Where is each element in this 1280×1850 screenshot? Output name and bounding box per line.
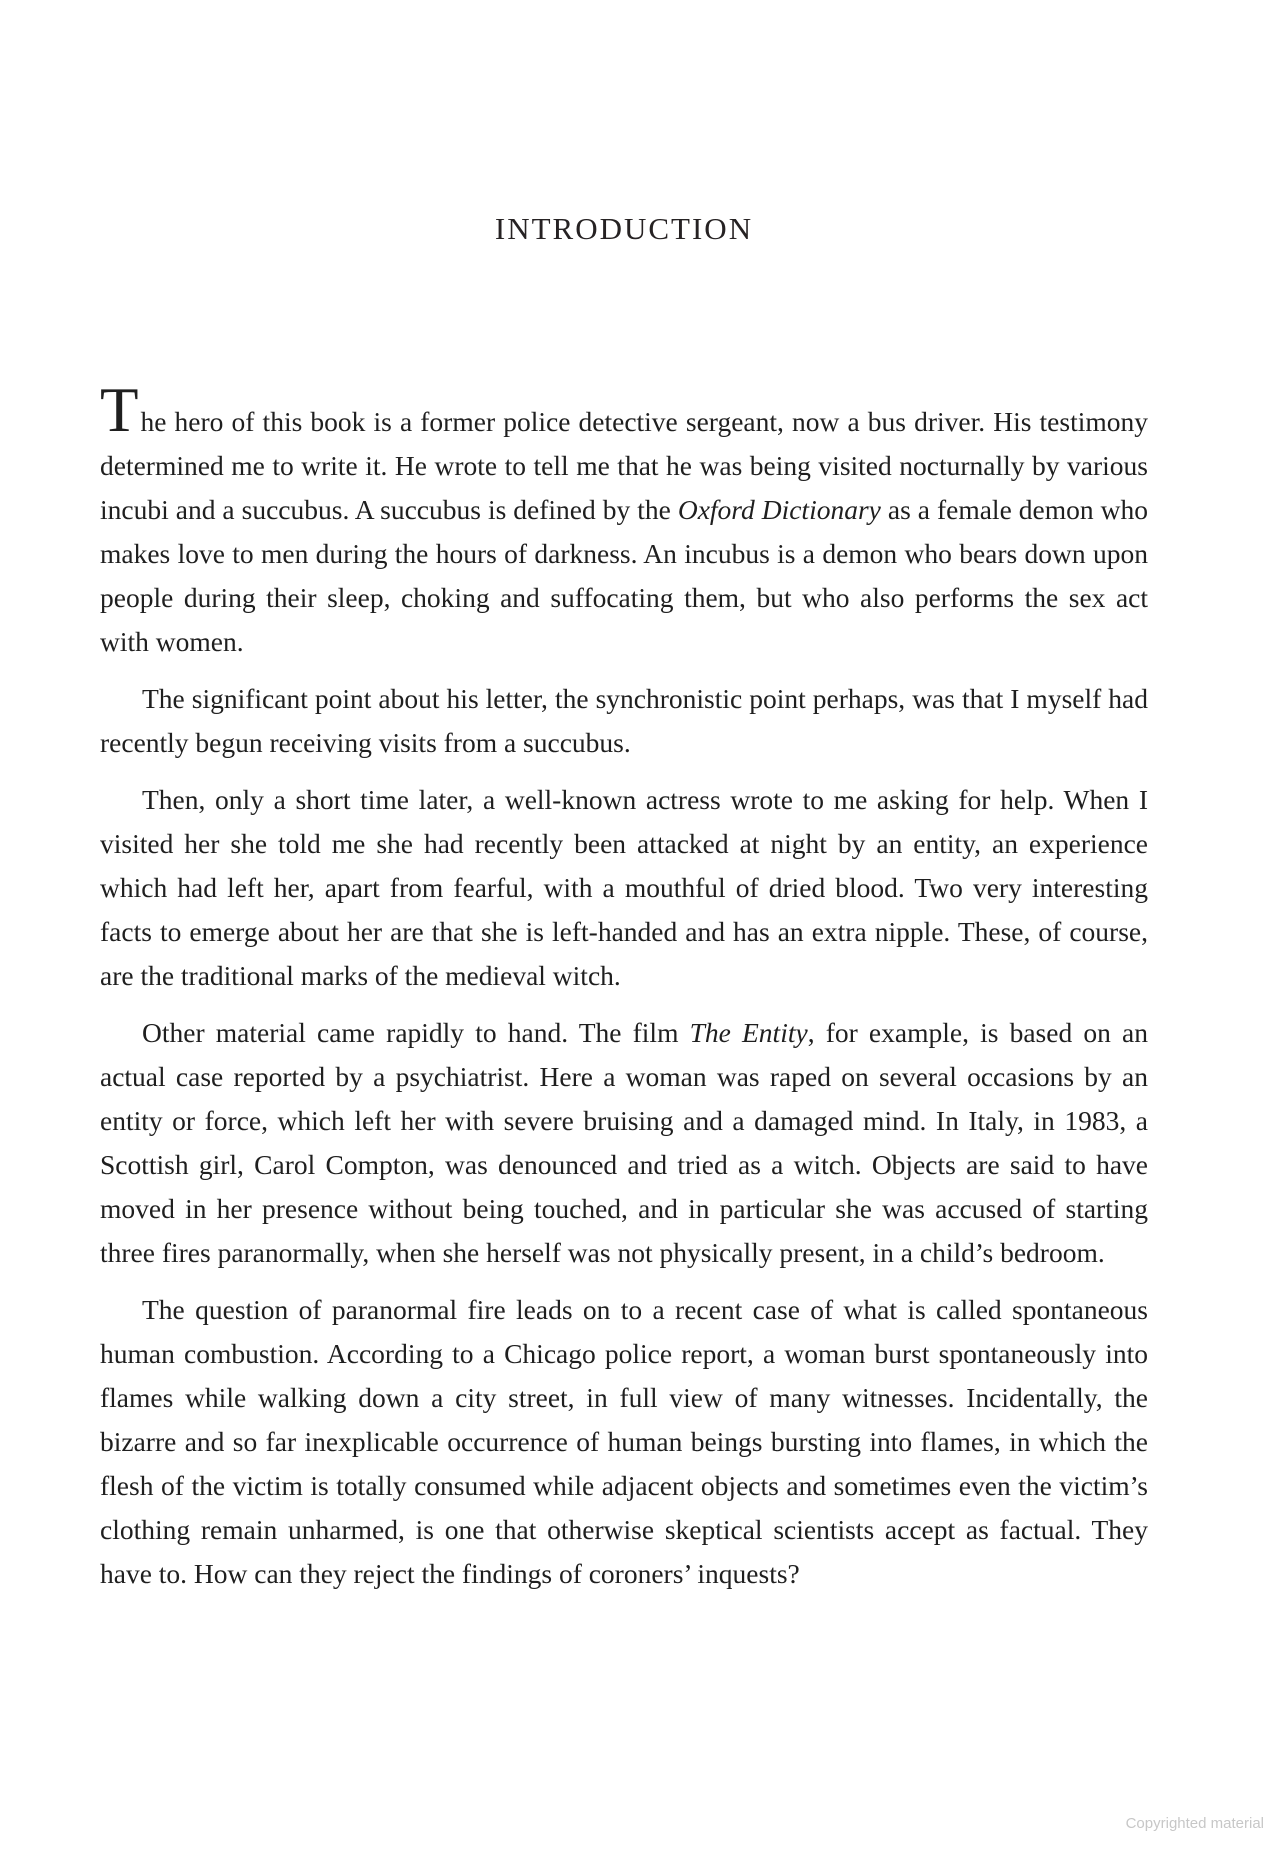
italic-text-run: Oxford Dictionary xyxy=(677,494,881,525)
text-run: The question of paranormal fire leads on to a recent case of what is called spontaneous human combustion. According to a Chicago police report, a woman burst spontaneously into flames while walking down a city street, in full view of many witnesses. Incidentally, the bizarre and so far inexplicable occurrence of human beings bursting into flames, in which the flesh of the victim is totally consumed while adjacent objects and sometimes even the victim’s clothing remain unharmed, is one that otherwise skeptical scientists accept as factual. They have to. How can they reject the findings of coroners’ inquests? xyxy=(100,1294,1148,1589)
text-run: Then, only a short time later, a well-known actress wrote to me asking for help. When I visited her she told me she had recently been attacked at night by an entity, an experience which had left her, apart from fearful, with a mouthful of dried blood. Two very interesting facts to emerge about her are that she is left-handed and has an extra nipple. These, of course, are the traditional marks of the medieval witch. xyxy=(100,784,1148,991)
copyright-watermark: Copyrighted material xyxy=(1125,1815,1264,1832)
italic-text-run: The Entity xyxy=(689,1017,808,1048)
paragraph xyxy=(100,778,1148,998)
chapter-heading: INTRODUCTION xyxy=(494,211,754,246)
text-column xyxy=(100,0,1148,1596)
body-text xyxy=(100,375,1148,1596)
text-run: The significant point about his letter, the synchronistic point perhaps, was that I myself had recently begun receiving visits from a succubus. xyxy=(100,683,1148,758)
paragraph xyxy=(100,375,1148,664)
paragraph xyxy=(100,1288,1148,1596)
text-run: as a female demon who makes love to men during the hours of darkness. An incubus is a demon who bears down upon people during their sleep, choking and suffocating them, but who also performs the sex act with women. xyxy=(100,494,1148,657)
text-run: he hero of this book is a former police detective sergeant, now a bus driver. His testimony determined me to write it. He wrote to tell me that he was being visited nocturnally by various incubi and a succubus. A succubus is defined by the xyxy=(100,406,1148,525)
text-run: , for example, is based on an actual case reported by a psychiatrist. Here a woman was raped on several occasions by an entity or force, which left her with severe bruising and a damaged mind. In Italy, in 1983, a Scottish girl, Carol Compton, was denounced and tried as a witch. Objects are said to have moved in her presence without being touched, and in particular she was accused of starting three fires paranormally, when she herself was not physically present, in a child’s bedroom. xyxy=(100,1017,1148,1268)
paragraph xyxy=(100,1011,1148,1275)
drop-cap: T xyxy=(100,375,140,445)
paragraph xyxy=(100,677,1148,765)
text-run: Other material came rapidly to hand. The film xyxy=(142,1017,690,1048)
